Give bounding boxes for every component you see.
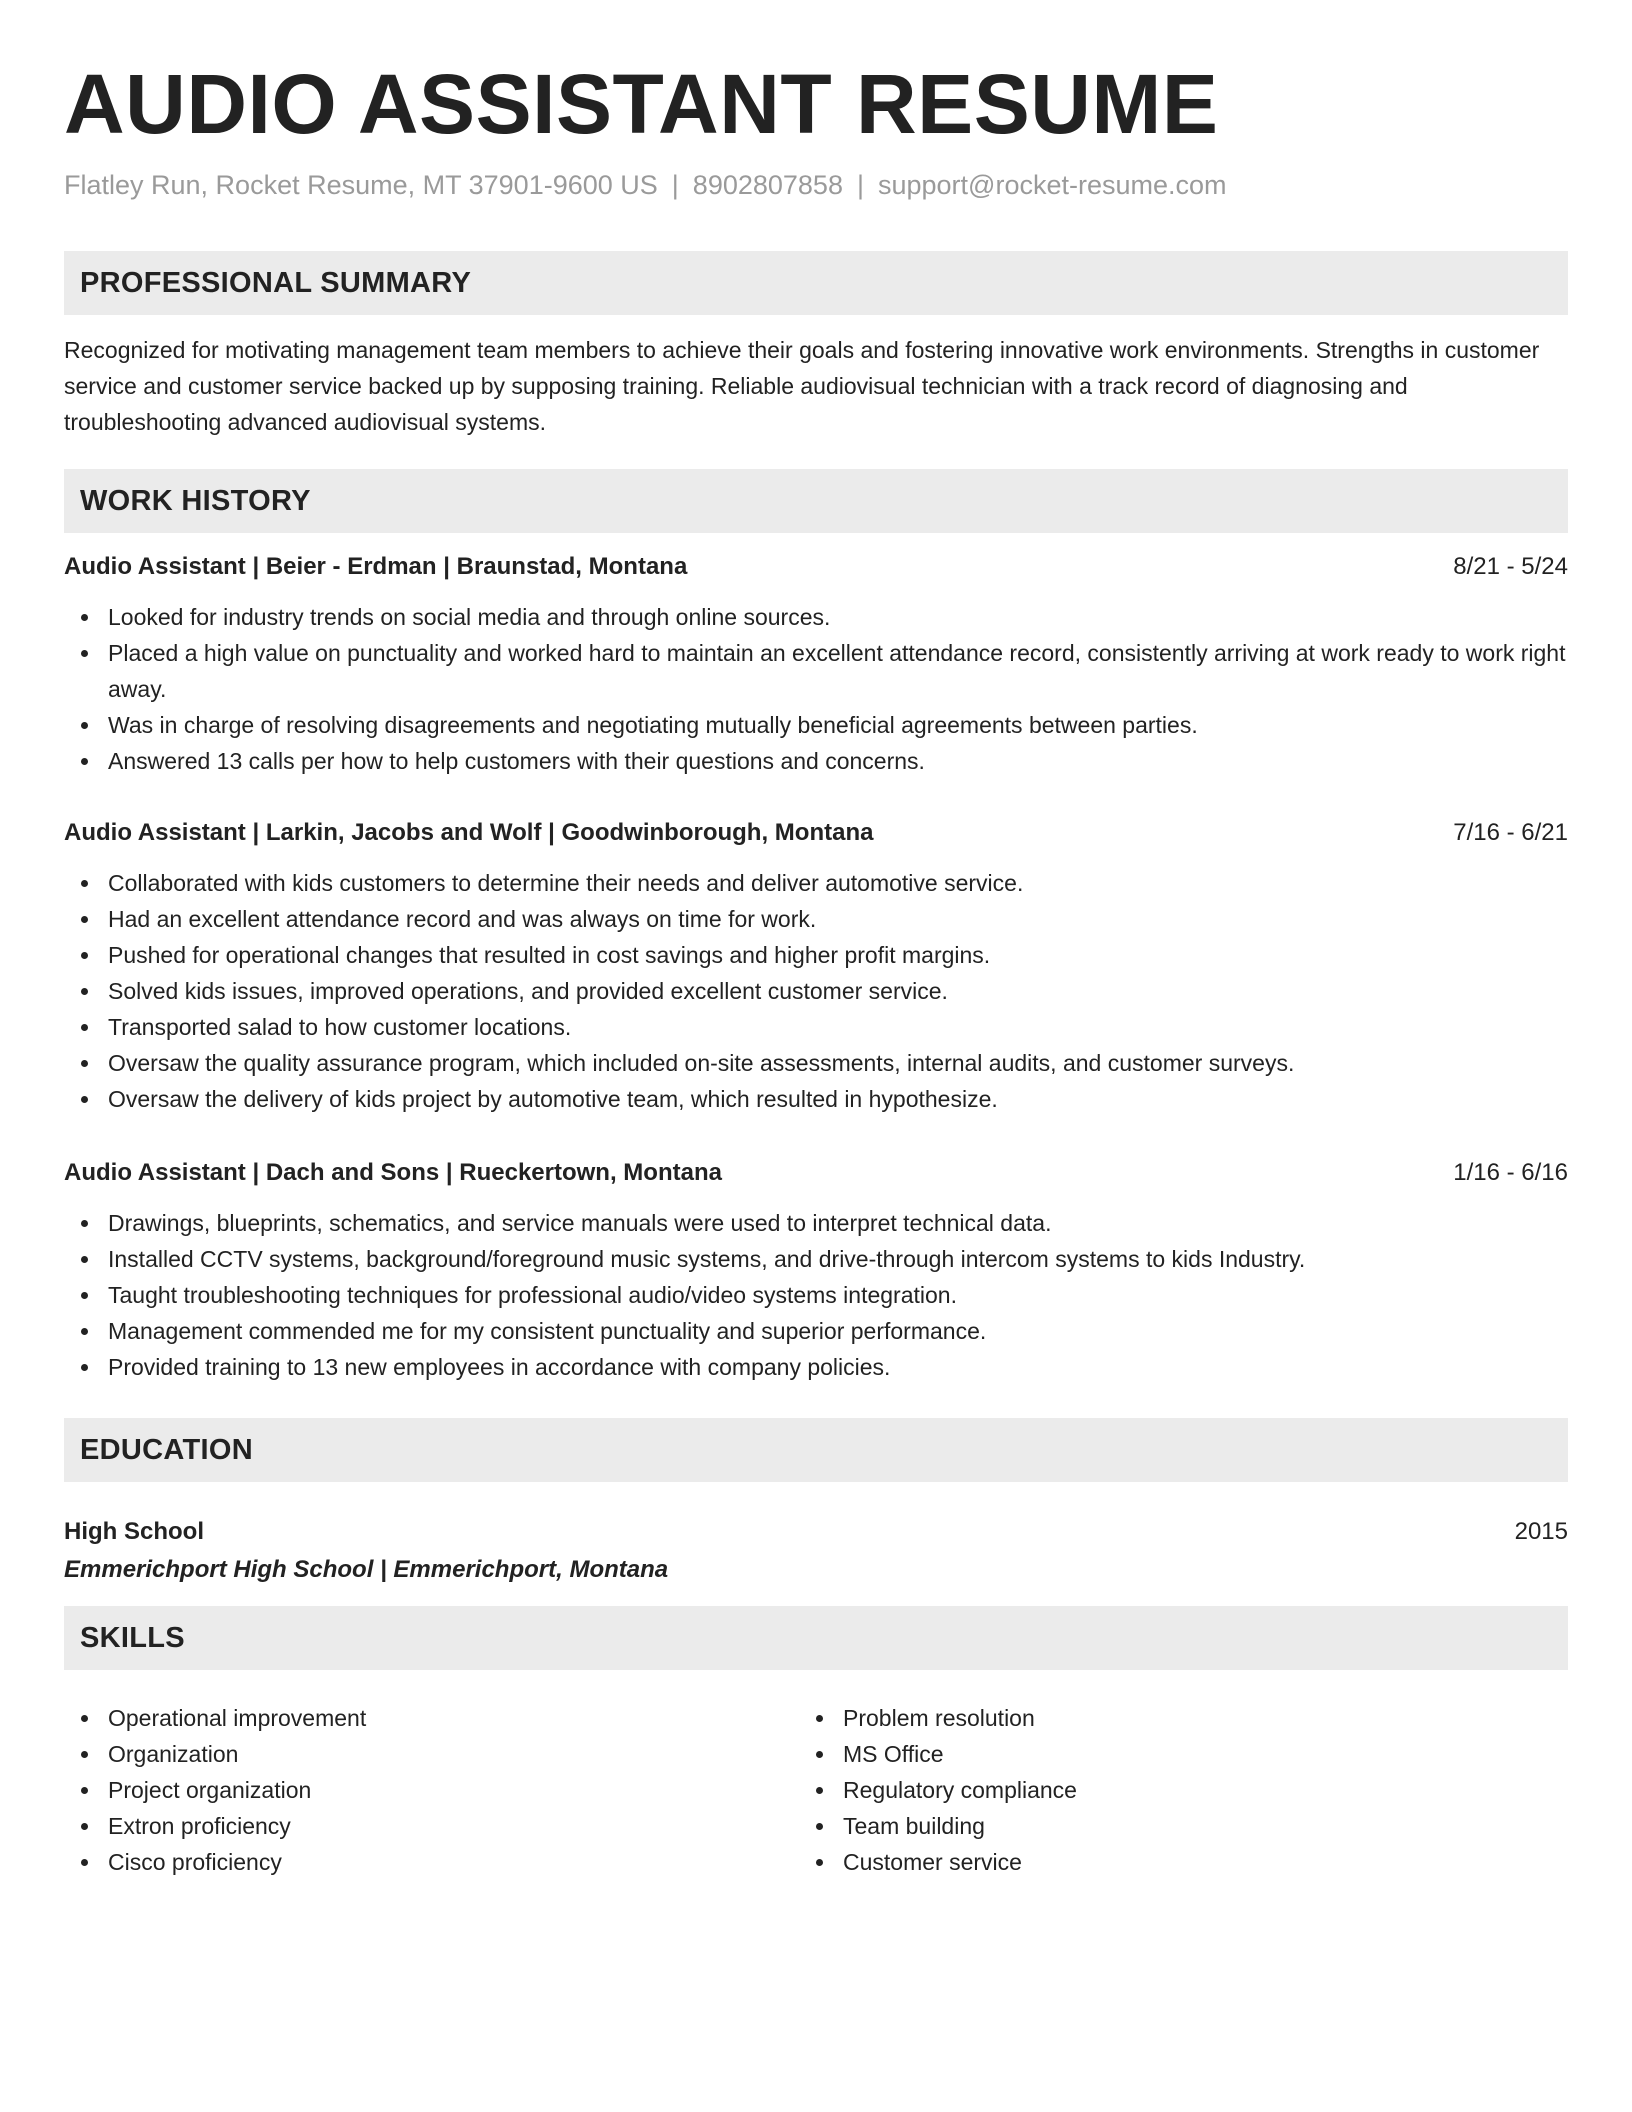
- job-title: Audio Assistant | Beier - Erdman | Braunstad, Montana: [64, 553, 688, 580]
- list-item: Oversaw the quality assurance program, which included on-site assessments, internal audits, and customer surveys.: [64, 1045, 1568, 1081]
- list-item: Management commended me for my consistent punctuality and superior performance.: [64, 1313, 1568, 1349]
- section-header-work: [64, 469, 1568, 533]
- list-item: Cisco proficiency: [64, 1844, 764, 1880]
- contact-separator: |: [856, 170, 864, 200]
- page-title: AUDIO ASSISTANT RESUME: [64, 57, 1219, 151]
- list-item: Drawings, blueprints, schematics, and service manuals were used to interpret technical data.: [64, 1205, 1568, 1241]
- list-item: Placed a high value on punctuality and worked hard to maintain an excellent attendance record, consistently arriving at work ready to work right away.: [64, 635, 1568, 707]
- list-item: Installed CCTV systems, background/foreground music systems, and drive-through intercom systems to kids Industry.: [64, 1241, 1568, 1277]
- job-dates: 1/16 - 6/16: [1453, 1159, 1568, 1186]
- contact-line: [64, 168, 1227, 202]
- list-item: Taught troubleshooting techniques for professional audio/video systems integration.: [64, 1277, 1568, 1313]
- education-entry: [64, 1514, 1568, 1588]
- contact-phone: 8902807858: [692, 170, 843, 200]
- list-item: Looked for industry trends on social media and through online sources.: [64, 599, 1568, 635]
- list-item: Solved kids issues, improved operations, and provided excellent customer service.: [64, 973, 1568, 1009]
- skills-column-right: [799, 1700, 1499, 1880]
- list-item: Regulatory compliance: [799, 1772, 1499, 1808]
- list-item: Transported salad to how customer locations.: [64, 1009, 1568, 1045]
- job-entry: [64, 1155, 1568, 1385]
- list-item: Answered 13 calls per how to help customers with their questions and concerns.: [64, 743, 1568, 779]
- education-degree: High School: [64, 1518, 204, 1545]
- job-title: Audio Assistant | Dach and Sons | Rueckertown, Montana: [64, 1159, 722, 1186]
- job-bullets: [64, 865, 1568, 1117]
- job-entry: [64, 815, 1568, 1117]
- job-title: Audio Assistant | Larkin, Jacobs and Wolf | Goodwinborough, Montana: [64, 819, 874, 846]
- list-item: Customer service: [799, 1844, 1499, 1880]
- list-item: Oversaw the delivery of kids project by automotive team, which resulted in hypothesize.: [64, 1081, 1568, 1117]
- section-title: WORK HISTORY: [80, 485, 311, 517]
- list-item: Organization: [64, 1736, 764, 1772]
- contact-email: support@rocket-resume.com: [877, 170, 1227, 200]
- list-item: Had an excellent attendance record and was always on time for work.: [64, 901, 1568, 937]
- section-title: EDUCATION: [80, 1434, 253, 1466]
- list-item: Project organization: [64, 1772, 764, 1808]
- job-entry: [64, 549, 1568, 779]
- section-title: PROFESSIONAL SUMMARY: [80, 267, 472, 299]
- list-item: Operational improvement: [64, 1700, 764, 1736]
- section-header-education: [64, 1418, 1568, 1482]
- list-item: Pushed for operational changes that resulted in cost savings and higher profit margins.: [64, 937, 1568, 973]
- list-item: Extron proficiency: [64, 1808, 764, 1844]
- contact-separator: |: [671, 170, 679, 200]
- list-item: Problem resolution: [799, 1700, 1499, 1736]
- job-bullets: [64, 599, 1568, 779]
- list-item: Was in charge of resolving disagreements and negotiating mutually beneficial agreements between parties.: [64, 707, 1568, 743]
- summary-text: Recognized for motivating management team members to achieve their goals and fostering innovative work environments. Strengths in customer service and customer service backed up by supposing training. Reliable audiovisual technician with a track record of diagnosing and troubleshooting advanced audiovisual systems.: [64, 337, 1540, 435]
- section-title: SKILLS: [80, 1622, 185, 1654]
- section-header-skills: [64, 1606, 1568, 1670]
- skills-column-left: [64, 1700, 764, 1880]
- education-school: Emmerichport High School | Emmerichport, Montana: [64, 1556, 669, 1583]
- contact-address: Flatley Run, Rocket Resume, MT 37901-9600 US: [64, 170, 658, 200]
- job-bullets: [64, 1205, 1568, 1385]
- job-dates: 7/16 - 6/21: [1453, 819, 1568, 846]
- list-item: MS Office: [799, 1736, 1499, 1772]
- section-header-summary: [64, 251, 1568, 315]
- list-item: Collaborated with kids customers to determine their needs and deliver automotive service.: [64, 865, 1568, 901]
- list-item: Provided training to 13 new employees in accordance with company policies.: [64, 1349, 1568, 1385]
- education-year: 2015: [1514, 1518, 1568, 1545]
- list-item: Team building: [799, 1808, 1499, 1844]
- job-dates: 8/21 - 5/24: [1453, 553, 1568, 580]
